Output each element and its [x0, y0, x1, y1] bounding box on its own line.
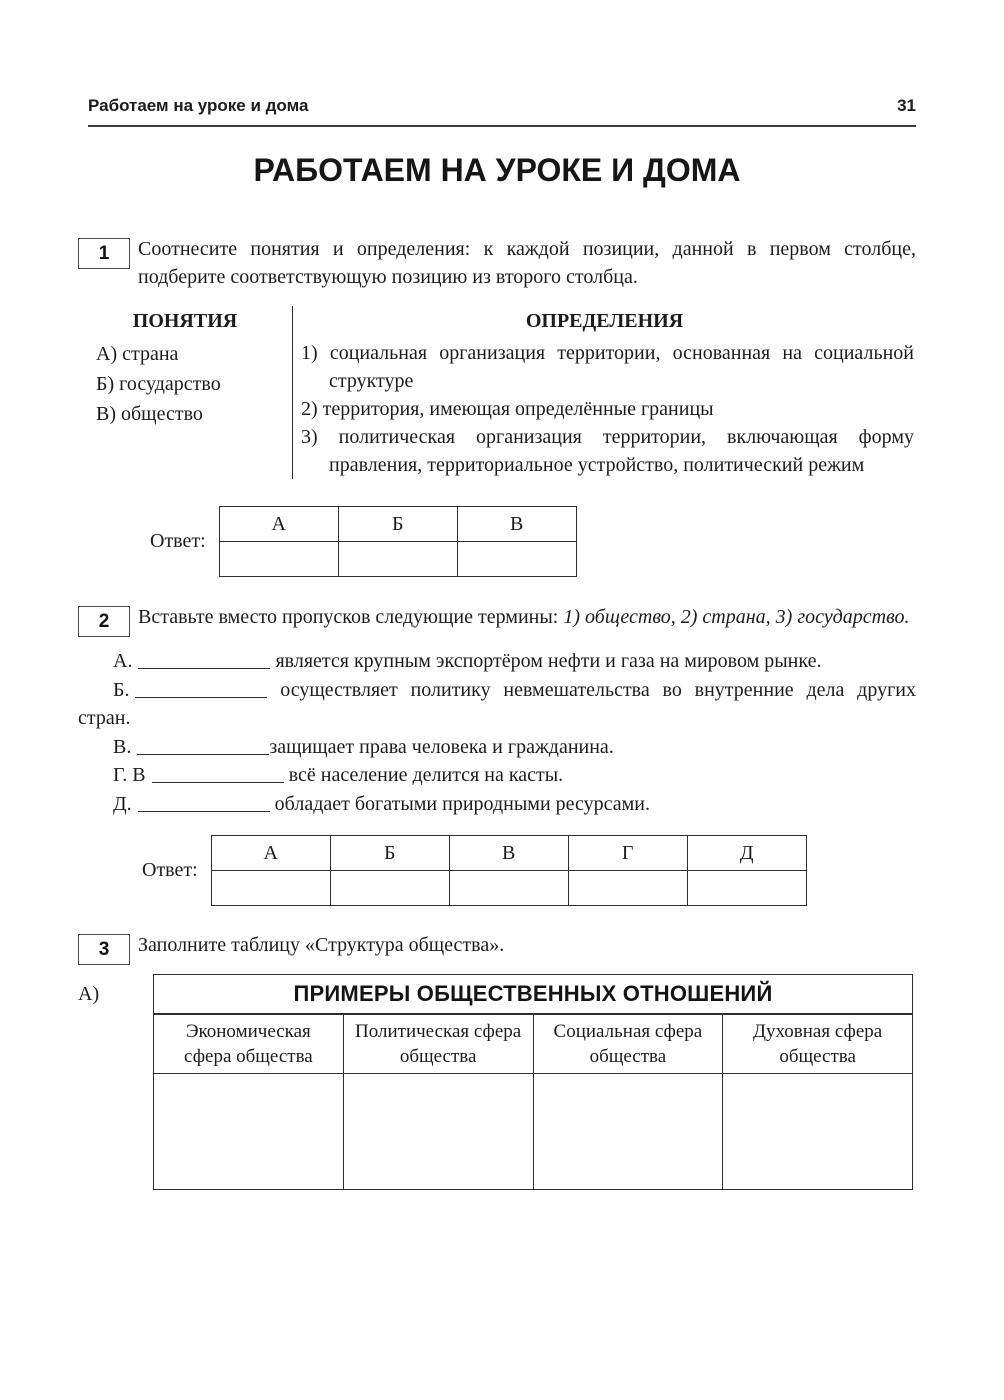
task-2-fill-items — [78, 647, 916, 818]
blank-line — [152, 768, 284, 783]
task-2-text — [138, 604, 916, 632]
concepts-column — [78, 306, 293, 479]
answer-blank-cell — [449, 871, 568, 906]
task-3-part-a — [78, 974, 916, 1190]
task-3 — [78, 932, 916, 965]
fill-item-text: защищает права человека и гражданина. — [269, 735, 614, 758]
definition-number: 2) — [301, 398, 318, 420]
fill-item — [78, 761, 916, 790]
answer-blank-cell — [687, 871, 806, 906]
page-number: 31 — [897, 96, 916, 115]
definitions-title: ОПРЕДЕЛЕНИЯ — [525, 310, 684, 332]
concept-text: страна — [122, 343, 179, 365]
answer-label: Ответ: — [142, 859, 198, 881]
fill-item — [78, 647, 916, 676]
fill-item-text: всё население делится на касты. — [283, 764, 564, 786]
definition-item — [293, 339, 916, 395]
definition-number: 1) — [301, 342, 318, 364]
definition-text: политическая организация территории, включающая форму правления, территориальное устройство, политический режим — [329, 426, 914, 476]
task-3-number-box: 3 — [78, 934, 130, 965]
structure-table — [153, 974, 913, 1190]
task-1-number-box: 1 — [78, 238, 130, 269]
task-2 — [78, 604, 916, 637]
answer-blank-cell — [211, 871, 330, 906]
structure-blank-cell — [154, 1074, 344, 1190]
running-header-row — [78, 96, 916, 116]
concepts-title: ПОНЯТИЯ — [132, 310, 238, 332]
answer-header-row — [219, 507, 576, 542]
answer-blank-row — [219, 542, 576, 577]
definition-text: территория, имеющая определённые границы — [322, 398, 714, 420]
task-2-text-normal: Вставьте вместо пропусков следующие термины: — [138, 606, 564, 628]
task-3-text: Заполните таблицу «Структура общества». — [138, 934, 505, 956]
answer-blank-row — [211, 871, 806, 906]
definition-text: социальная организация территории, основанная на социальной структуре — [329, 342, 914, 392]
running-header-title: Работаем на уроке и дома — [88, 96, 309, 115]
task-2-answer-table — [211, 835, 807, 906]
task-1-answer-table — [219, 506, 577, 577]
page-title: РАБОТАЕМ НА УРОКЕ И ДОМА — [253, 152, 741, 188]
definition-item — [293, 423, 916, 479]
concept-item — [78, 339, 292, 369]
task-1-text: Соотнесите понятия и определения: к каждой позиции, данной в первом столбце, подберите соответствующую позицию из второго столбца. — [138, 238, 916, 288]
fill-item-label: В. — [113, 735, 132, 758]
task-1-answer-row — [150, 506, 916, 577]
structure-column-header: Социальная сфера общества — [533, 1014, 723, 1074]
fill-item-label: Г. В — [113, 764, 146, 786]
fill-item-text: осуществляет политику невмешательства во внутренние дела других стран. — [78, 678, 916, 729]
answer-blank-cell — [457, 542, 576, 577]
fill-item — [78, 733, 916, 762]
blank-line — [138, 654, 270, 669]
task-2-answer-row — [142, 835, 916, 906]
definition-number: 3) — [301, 426, 318, 448]
concept-item — [78, 369, 292, 399]
structure-table-title: ПРИМЕРЫ ОБЩЕСТВЕННЫХ ОТНОШЕНИЙ — [154, 975, 913, 1014]
concept-text: государство — [119, 373, 221, 395]
task-2-number-box: 2 — [78, 606, 130, 637]
fill-item — [78, 790, 916, 819]
answer-header-cell: А — [211, 836, 330, 871]
structure-blank-row — [154, 1074, 913, 1190]
task-1 — [78, 236, 916, 291]
task-2-text-terms: 1) общество, 2) страна, 3) государство. — [563, 606, 910, 628]
blank-line — [138, 797, 270, 812]
fill-item — [78, 676, 916, 733]
fill-item-text: обладает богатыми природными ресурсами. — [269, 792, 650, 815]
answer-header-row — [211, 836, 806, 871]
answer-blank-cell — [219, 542, 338, 577]
structure-column-header: Политическая сфера общества — [343, 1014, 533, 1074]
structure-blank-cell — [723, 1074, 913, 1190]
concept-label: В) — [96, 403, 116, 425]
fill-item-label: А. — [113, 650, 133, 672]
structure-title-row — [154, 975, 913, 1014]
definition-item — [293, 395, 916, 423]
header-rule — [88, 125, 916, 127]
concept-item — [78, 399, 292, 429]
structure-column-header: Духовная сфера общества — [723, 1014, 913, 1074]
blank-line — [135, 683, 267, 698]
part-a-label: А) — [78, 983, 100, 1005]
answer-header-cell: Б — [338, 507, 457, 542]
answer-blank-cell — [568, 871, 687, 906]
concept-label: А) — [96, 343, 118, 365]
answer-header-cell: В — [449, 836, 568, 871]
answer-header-cell: Б — [330, 836, 449, 871]
answer-header-cell: А — [219, 507, 338, 542]
structure-header-row — [154, 1014, 913, 1074]
concept-label: Б) — [96, 373, 115, 395]
fill-item-label: Д. — [113, 792, 132, 815]
answer-blank-cell — [338, 542, 457, 577]
blank-line — [137, 740, 269, 755]
task-1-matching-section — [78, 306, 916, 479]
structure-blank-cell — [343, 1074, 533, 1190]
fill-item-text: является крупным экспортёром нефти и газа на мировом рынке. — [270, 650, 822, 672]
answer-header-cell: Д — [687, 836, 806, 871]
answer-blank-cell — [330, 871, 449, 906]
fill-item-label: Б. — [113, 678, 130, 701]
answer-label: Ответ: — [150, 530, 206, 552]
answer-header-cell: В — [457, 507, 576, 542]
structure-blank-cell — [533, 1074, 723, 1190]
answer-header-cell: Г — [568, 836, 687, 871]
structure-column-header: Экономическая сфера общества — [154, 1014, 344, 1074]
definitions-column — [293, 306, 916, 479]
concept-text: общество — [121, 403, 203, 425]
